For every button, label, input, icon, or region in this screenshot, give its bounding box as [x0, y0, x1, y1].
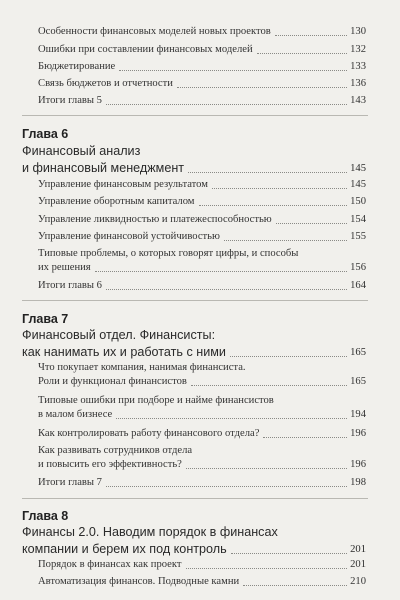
dot-leader: [95, 271, 347, 272]
entry-title: Бюджетирование: [38, 61, 116, 72]
dot-leader: [230, 356, 347, 357]
dot-leader: [224, 240, 347, 241]
chapter-label: Глава 8: [22, 509, 69, 523]
dot-leader: [212, 188, 347, 189]
toc-entry[interactable]: [38, 94, 366, 108]
dot-leader: [116, 418, 347, 419]
dot-leader: [263, 437, 347, 438]
dot-leader: [243, 585, 347, 586]
dot-leader: [106, 104, 347, 105]
toc-entry[interactable]: [38, 575, 366, 589]
toc-entry[interactable]: [38, 195, 366, 209]
page-number: 196: [350, 428, 366, 439]
chapter-title-line: Финансовый анализ: [22, 144, 141, 158]
entry-title: Автоматизация финансов. Подводные камни: [38, 576, 240, 587]
toc-entry[interactable]: [38, 279, 366, 293]
toc-entry[interactable]: [38, 444, 366, 472]
toc-entry[interactable]: [38, 43, 366, 57]
toc-entry[interactable]: [38, 558, 366, 572]
dot-leader: [106, 486, 347, 487]
dot-leader: [177, 87, 347, 88]
entry-title: Как контролировать работу финансового отдела?: [38, 428, 260, 439]
entry-title: Управление ликвидностью и платежеспособностью: [38, 214, 272, 225]
dot-leader: [275, 35, 347, 36]
page-number: 145: [350, 179, 366, 190]
page-number: 133: [350, 61, 366, 72]
chapter-title[interactable]: [22, 327, 366, 361]
section-divider: [22, 300, 368, 301]
toc-entry[interactable]: [38, 77, 366, 91]
chapter-title[interactable]: [22, 143, 366, 177]
page-number: 210: [350, 576, 366, 587]
dot-leader: [191, 385, 347, 386]
dot-leader: [186, 568, 347, 569]
toc-entry[interactable]: [38, 60, 366, 74]
dot-leader: [231, 553, 347, 554]
page-number: 150: [350, 196, 366, 207]
dot-leader: [188, 172, 347, 173]
entry-title: Итоги главы 5: [38, 95, 102, 106]
page-number: 136: [350, 78, 366, 89]
entry-title: в малом бизнесе: [38, 409, 113, 420]
dot-leader: [199, 205, 347, 206]
page-number: 130: [350, 26, 366, 37]
page-number: 155: [350, 231, 366, 242]
entry-title: Итоги главы 6: [38, 280, 102, 291]
toc-entry[interactable]: [38, 178, 366, 192]
toc-entry[interactable]: [38, 476, 366, 490]
chapter-title-line: как нанимать их и работать с ними: [22, 345, 226, 359]
toc-entry[interactable]: [38, 213, 366, 227]
page-number: 198: [350, 477, 366, 488]
chapter-title-line: Финансы 2.0. Наводим порядок в финансах: [22, 525, 278, 539]
chapter-title[interactable]: [22, 524, 366, 558]
dot-leader: [119, 70, 347, 71]
page-number: 196: [350, 459, 366, 470]
entry-title: и повысить его эффективность?: [38, 459, 182, 470]
entry-title: Управление оборотным капиталом: [38, 196, 195, 207]
page-number: 154: [350, 214, 366, 225]
entry-title: Как развивать сотрудников отдела: [38, 445, 193, 456]
toc-entry[interactable]: [38, 25, 366, 39]
page-number: 164: [350, 280, 366, 291]
page-number: 201: [350, 544, 366, 555]
entry-title: Особенности финансовых моделей новых проектов: [38, 26, 271, 37]
chapter-label: Глава 6: [22, 127, 69, 141]
dot-leader: [106, 289, 347, 290]
page-number: 194: [350, 409, 366, 420]
page-number: 145: [350, 163, 366, 174]
section-divider: [22, 498, 368, 499]
section-divider: [22, 115, 368, 116]
entry-title: Роли и функционал финансистов: [38, 376, 187, 387]
page-number: 132: [350, 44, 366, 55]
entry-title: Порядок в финансах как проект: [38, 559, 182, 570]
toc-entry[interactable]: [38, 394, 366, 422]
toc-entry[interactable]: [38, 361, 366, 389]
chapter-title-line: и финансовый менеджмент: [22, 161, 185, 175]
dot-leader: [257, 53, 347, 54]
chapter-label: Глава 7: [22, 312, 69, 326]
page-number: 165: [350, 376, 366, 387]
entry-title: Типовые проблемы, о которых говорят цифры, и способы: [38, 248, 299, 259]
entry-title: Типовые ошибки при подборе и найме финансистов: [38, 395, 274, 406]
toc-entry[interactable]: [38, 247, 366, 275]
page-number: 143: [350, 95, 366, 106]
page-number: 165: [350, 347, 366, 358]
chapter-title-line: компании и берем их под контроль: [22, 542, 227, 556]
page-number: 156: [350, 262, 366, 273]
page-number: 201: [350, 559, 366, 570]
entry-title: Связь бюджетов и отчетности: [38, 78, 173, 89]
entry-title: Управление финансовой устойчивостью: [38, 231, 220, 242]
dot-leader: [276, 223, 347, 224]
dot-leader: [186, 468, 347, 469]
entry-title: Управление финансовым результатом: [38, 179, 208, 190]
entry-title: их решения: [38, 262, 91, 273]
toc-entry[interactable]: [38, 427, 366, 441]
entry-title: Ошибки при составлении финансовых моделей: [38, 44, 253, 55]
chapter-title-line: Финансовый отдел. Финансисты:: [22, 328, 216, 342]
entry-title: Итоги главы 7: [38, 477, 102, 488]
toc-entry[interactable]: [38, 230, 366, 244]
entry-title: Что покупает компания, нанимая финансиста.: [38, 362, 246, 373]
